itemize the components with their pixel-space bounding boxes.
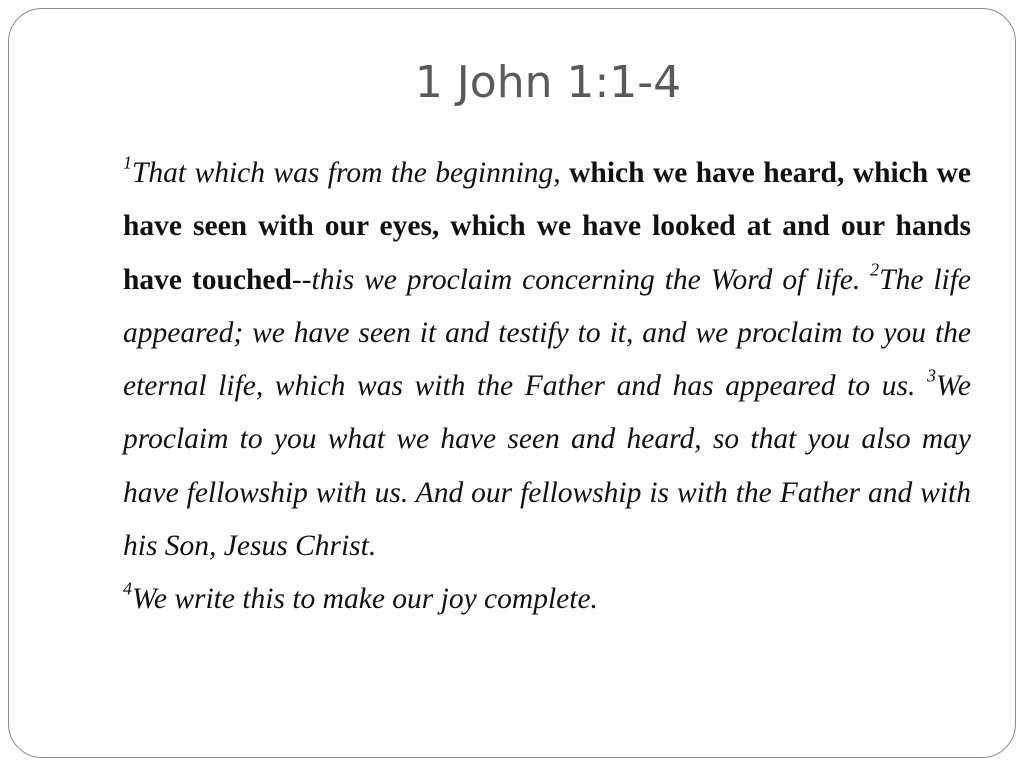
slide-title: 1 John 1:1-4: [414, 57, 682, 108]
verse-3-text: We proclaim to you what we have seen and heard, so that you also may have fellowship with us. And our fellowship is with the Father and with his Son, Jesus Christ.: [123, 370, 971, 563]
verse-1-text-b: --this we proclaim concerning the Word of life.: [291, 263, 871, 296]
verse-number-2: 2: [870, 259, 880, 280]
verse-4-text: We write this to make our joy complete.: [132, 583, 598, 616]
verse-number-1: 1: [123, 152, 132, 173]
verse-2-text: The life appeared; we have seen it and testify to it, and we proclaim to you the eternal life, which was with the Father and has appeared to us.: [123, 263, 972, 403]
verse-1-text-bold: which we have heard, which we have seen with our eyes, which we have looked at and our hands have touched: [123, 157, 972, 296]
scripture-passage: [123, 147, 971, 627]
slide-frame: [8, 8, 1016, 758]
verse-1-text-a: That which was from the beginning,: [132, 157, 570, 189]
verse-number-3: 3: [927, 365, 937, 386]
verse-number-4: 4: [123, 578, 132, 599]
